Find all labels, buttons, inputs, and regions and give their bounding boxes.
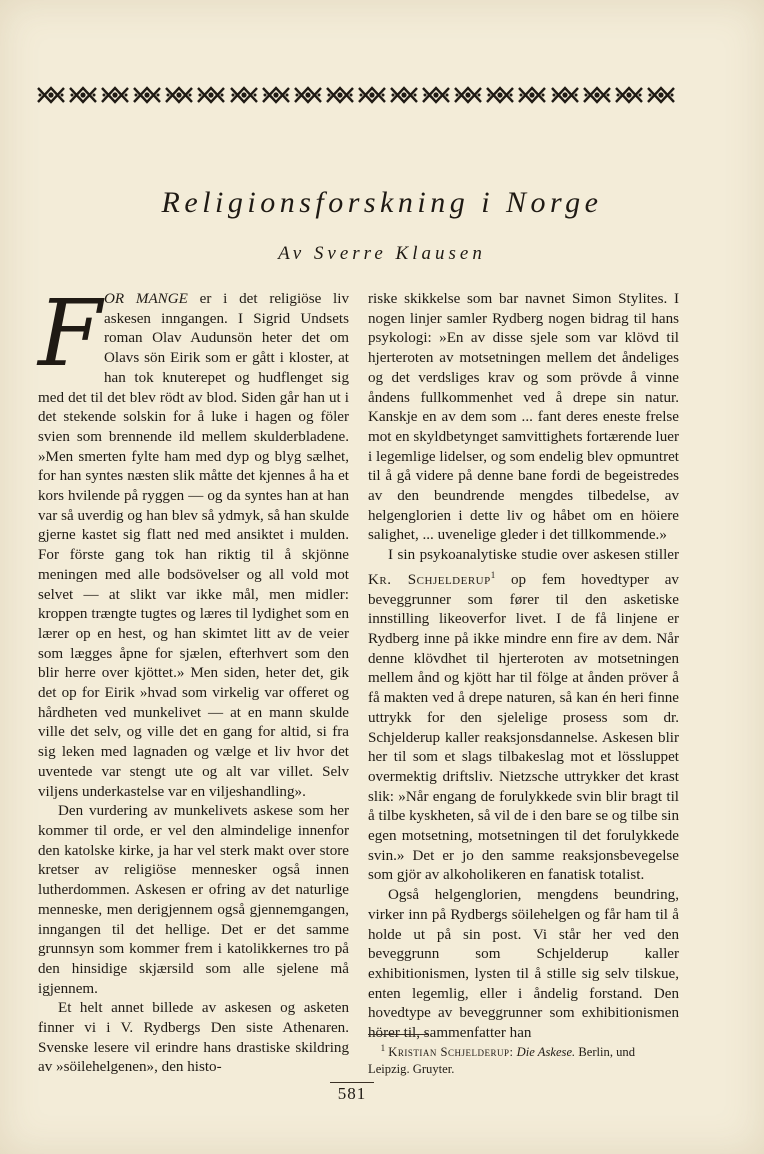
- ornament-motif: [646, 85, 676, 105]
- ornament-motif: [229, 85, 259, 105]
- ornament-motif: [357, 85, 387, 105]
- paragraph-5-start: I sin psykoanalytiske studie over askesen stiller: [388, 547, 679, 564]
- paragraph-4: riske skikkelse som bar navnet Simon Stylites. I nogen linjer samler Rydberg nogen bidrag til hans psykologi: »En av disse sjele som var klövd til hjerteroten av motsetningen mellem det åndeliges og det verdsliges krav og som prövde å vinne åndens fullkommenhet ved å drepe sin natur. Kanskje en av dem som ... fant deres eneste frelse mot en skyldbetynget samvittighets fortærende luer i legemlige lidelser, og som endelig blev opmuntret til å gå videre på denne bane fordi de begeistredes av den beundrende mengdes tilbedelse, av helgenglorien i dette liv og håbet om en höiere salighet, ... uvenelige gleder i det tillkommende.»: [368, 291, 679, 544]
- article-title: Religionsforskning i Norge: [161, 186, 603, 219]
- footnote-rest: Berlin, und Leipzig. Gruyter.: [368, 1045, 636, 1077]
- footnote-ref: 1: [490, 569, 496, 580]
- ornament-motif: [485, 85, 515, 105]
- ornament-motif: [261, 85, 291, 105]
- footnote-author: Kristian Schjelderup:: [388, 1045, 514, 1060]
- page-number: 581: [337, 1084, 367, 1103]
- ornament-motif: [550, 85, 580, 105]
- opening-caps: OR MANGE: [104, 291, 188, 307]
- folio-divider: [330, 1082, 374, 1083]
- paragraph-3: Et helt annet billede av askesen og asketen finner vi i V. Rydbergs Den siste Athenaren. Svenske lesere vil erindre hans drastiske skildring av »söilehelgenen», den histo-: [38, 1000, 349, 1076]
- ornament-motif: [68, 85, 98, 105]
- ornament-border: [36, 84, 676, 106]
- paragraph-5-text: op fem hovedtyper av beveggrunner som fører til den asketiske innstilling likeoverfor livet. I de få linjene er Rydberg inne på ikke mindre enn fire av dem. Når denne klövdhet til hjerteroten av motsetningen mellem ånd og kjött har til fölge at ånden pröver å få makten ved å drepe naturen, så kan én heri finne uttrykk for den sjelelige prosess som dr. Schjelderup kaller reaksjonsdannelse. Askesen blir her til som et slags tilbakeslag mot et lössluppet overmektig driftsliv. Nietzsche uttrykker det krast slik: »Når engang de forulykkede svin blir bragt til å tilbe kyskheten, så vil de i den bare se og tilbe sin egen motsetning, motsetningen til det forulykkede svin.» Det er jo den samme reaksjonsbevegelse som gjör av alkoholikeren en fanatisk totalist.: [368, 571, 679, 884]
- footnote-divider: [368, 1034, 428, 1035]
- ornament-motif: [421, 85, 451, 105]
- left-column: [38, 280, 349, 1078]
- article-byline: Av Sverre Klausen: [278, 243, 486, 264]
- footnote-work: Die Askese.: [516, 1045, 576, 1060]
- paragraph-2: Den vurdering av munkelivets askese som her kommer til orde, er vel den almindelige innenfor den katolske kirke, ja har vel sterk makt over store kretser av religiöse mennesker også innen lutherdommen. Askesen er ofring av det naturlige menneske, men derigjennem også gjennemgangen, inngangen til det hellige. Det er det samme grunnsyn som kommer frem i katolikkernes tro på den hinsidige skjærsild som alle sjelene må igjennem.: [38, 803, 349, 997]
- paragraph-6: Også helgenglorien, mengdens beundring, virker inn på Rydbergs söilehelgen og får ham til å holde ut på sin post. Vi står her ved den beveggrunn som Schjelderup kaller exhibitionismen, lysten til å stille sig selv tilskue, enten legemlig, eller i åndelig forstand. Den hovedtype av beveggrunner som exhibitionismen hörer til, sammenfatter han: [368, 887, 679, 1042]
- ornament-motif: [389, 85, 419, 105]
- ornament-motif: [325, 85, 355, 105]
- paragraph-5: [368, 546, 679, 886]
- ornament-motif: [100, 85, 130, 105]
- paragraph-1: [38, 280, 349, 802]
- ornament-motif: [132, 85, 162, 105]
- footnote: [368, 1040, 679, 1078]
- ornament-motif: [196, 85, 226, 105]
- footnote-marker: 1: [380, 1043, 386, 1053]
- paragraph-1-text: er i det religiöse liv askesen inngangen. I Sigrid Undsets roman Olav Audunsön heter det om Olavs sön Eirik som er gått i kloster, at han tok knuterepet og hudflenget sig med det til det blev rödt av blod. Siden går han ut i det stekende solskin for å luke i hagen og föler svien som brennende ild mellem skulderbladene. »Men smerten fylte ham med dyp og blyg sælhet, for han syntes næsten slik måtte det kjennes å ha et kors hvilende på ryggen — og da syntes han at han var så uverdig og han blev så ydmyk, så han skulde gjerne kastet sig flatt ned med ansiktet i mulden. For förste gang tok han riktig til å skjönne meningen med alle bodsövelser og all vold mot selvet — at slikt var ikke mål, men midler: kroppen trængte tugtes og læres til lydighet som en lærer op en hest, og han skimtet litt av de veier som lægges åpne for sjælen, efterhvert som den blir herre over kjöttet.» Men siden, heter det, gik det op for Eirik »hvad som virkelig var offeret og hårdheten ved munkelivet — at en mann skulde ville det selv, og ville det en gang for altid, si fra sig leken med lagnaden og vælge et liv hvor det uventede var stengt ute og alt var villet. Selv viljens underkastelse var en viljeshandling».: [38, 291, 349, 800]
- ornament-motif: [293, 85, 323, 105]
- ornament-motif: [453, 85, 483, 105]
- drop-cap: F: [38, 280, 102, 387]
- right-column: [368, 290, 679, 1044]
- ornament-motif: [614, 85, 644, 105]
- ornament-motif: [517, 85, 547, 105]
- ornament-motif: [582, 85, 612, 105]
- cited-author: Kr. Schjelderup: [368, 571, 491, 588]
- ornament-motif: [36, 85, 66, 105]
- ornament-motif: [164, 85, 194, 105]
